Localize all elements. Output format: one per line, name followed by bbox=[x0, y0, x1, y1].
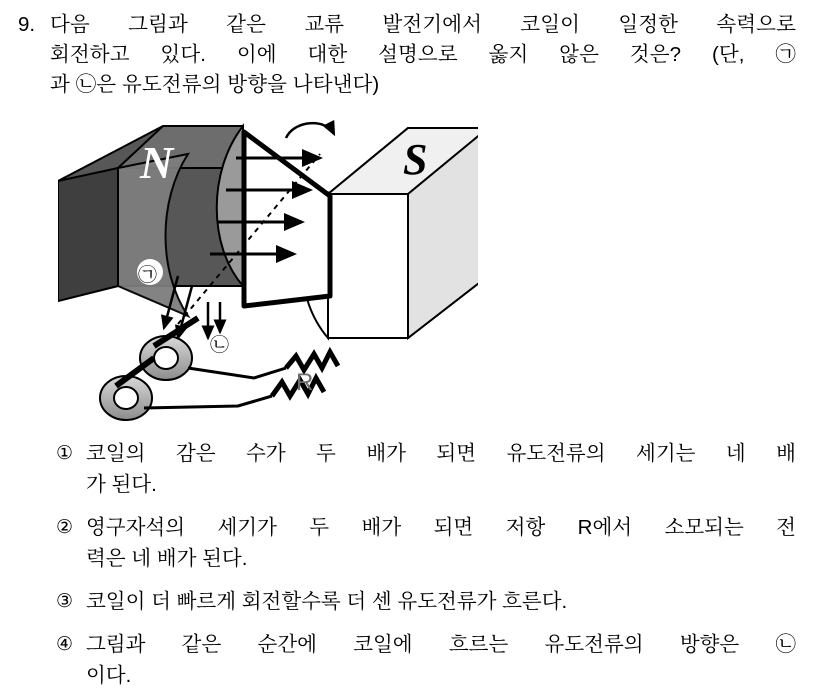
north-pole-label: N bbox=[140, 137, 174, 188]
choice-3-line-1: 코일이 더 빠르게 회전할수록 더 센 유도전류가 흐른다. bbox=[86, 590, 568, 613]
question-line-3: 과 ㉡은 유도전류의 방향을 나타낸다) bbox=[50, 73, 380, 96]
choice-1-line-2: 가 된다. bbox=[86, 473, 157, 496]
choice-4-text bbox=[86, 629, 796, 691]
choice-3-marker: ③ bbox=[56, 591, 74, 612]
choice-4[interactable] bbox=[18, 629, 796, 691]
ac-generator-figure bbox=[58, 106, 478, 436]
choice-3-text bbox=[86, 586, 796, 617]
question-line-2: 회전하고 있다. 이에 대한 설명으로 옳지 않은 것은? (단, ㉠ bbox=[50, 43, 796, 66]
question-stem bbox=[18, 10, 796, 100]
slip-rings bbox=[100, 318, 198, 420]
choice-1-text bbox=[86, 438, 796, 500]
question-text bbox=[50, 10, 796, 100]
current-label-a: ㉠ bbox=[138, 265, 158, 286]
answer-choices bbox=[18, 438, 796, 691]
choice-1-line-1: 코일의 감은 수가 두 배가 되면 유도전류의 세기는 네 배 bbox=[86, 442, 796, 465]
choice-2-marker: ② bbox=[56, 517, 74, 538]
current-label-b: ㉡ bbox=[210, 335, 230, 356]
choice-1-marker: ① bbox=[56, 443, 74, 464]
south-pole-label: S bbox=[403, 135, 428, 184]
choice-4-marker: ④ bbox=[56, 634, 74, 655]
choice-2-line-2: 력은 네 배가 된다. bbox=[86, 547, 248, 570]
choice-2[interactable] bbox=[18, 512, 796, 574]
question-number: 9. bbox=[18, 13, 36, 36]
question-line-1: 다음 그림과 같은 교류 발전기에서 코일이 일정한 속력으로 bbox=[50, 13, 796, 36]
choice-1[interactable] bbox=[18, 438, 796, 500]
rotation-direction-arrow bbox=[286, 123, 334, 138]
choice-4-line-2: 이다. bbox=[86, 664, 132, 687]
choice-3[interactable] bbox=[18, 586, 796, 617]
north-magnet bbox=[58, 126, 243, 316]
choice-2-line-1: 영구자석의 세기가 두 배가 되면 저항 R에서 소모되는 전 bbox=[86, 516, 796, 539]
resistor-label: R bbox=[296, 369, 314, 396]
choice-2-text bbox=[86, 512, 796, 574]
resistor bbox=[272, 352, 338, 396]
choice-4-line-1: 그림과 같은 순간에 코일에 흐르는 유도전류의 방향은 ㉡ bbox=[86, 633, 796, 656]
figure-container bbox=[18, 106, 796, 436]
